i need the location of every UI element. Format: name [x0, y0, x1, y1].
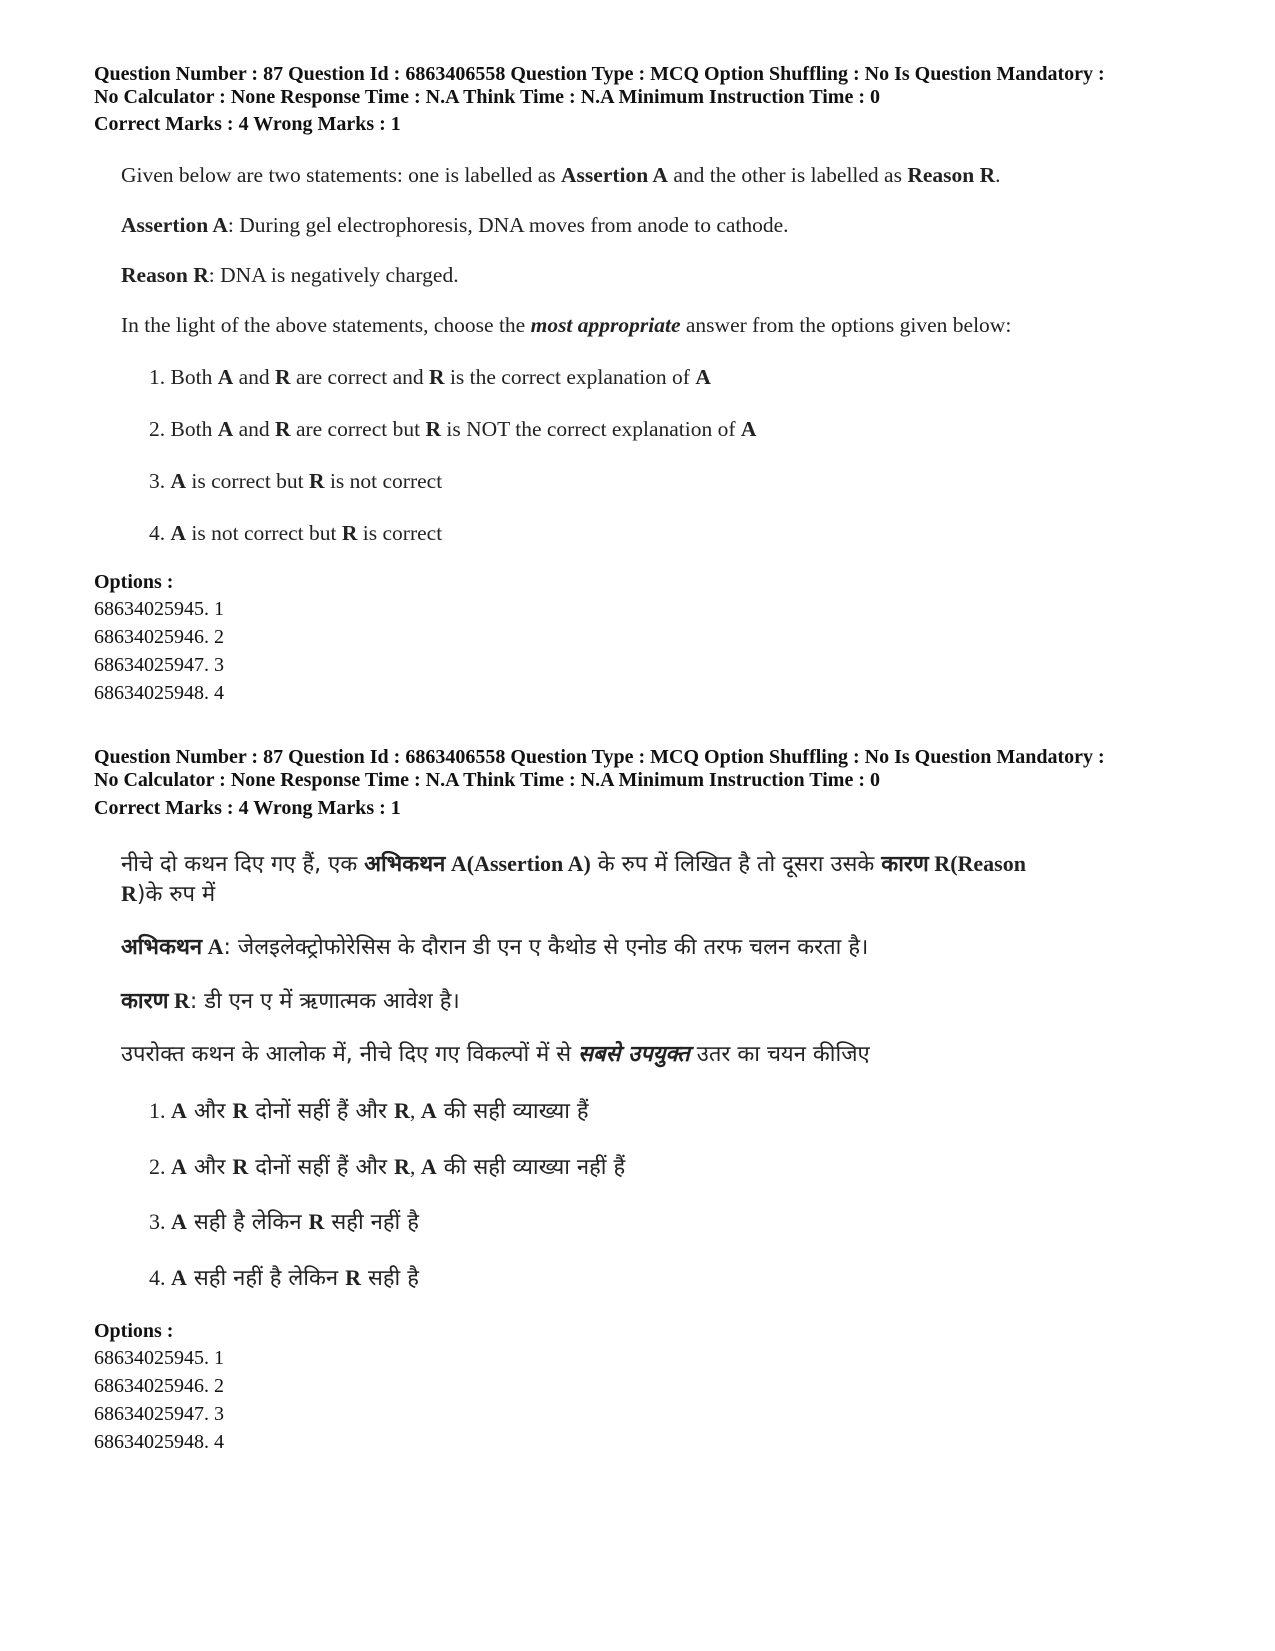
option-id-3-hi: 68634025947. 3	[94, 1403, 224, 1425]
choice-1-hi: 1. A और R दोनों सहीं हैं और R, A की सही व्याख्या हैं	[149, 1098, 589, 1124]
statement-intro: Given below are two statements: one is labelled as Assertion A and the other is labelled as Reason R.	[121, 163, 1001, 187]
instruction-prompt-hi: उपरोक्त कथन के आलोक में, नीचे दिए गए विकल्पों में से सबसे उपयुक्त उतर का चयन कीजिए	[121, 1042, 870, 1067]
choice-3: 3. A is correct but R is not correct	[149, 469, 443, 493]
statement-intro-hi: नीचे दो कथन दिए गए हैं, एक अभिकथन A(Assertion A) के रुप में लिखित है तो दूसरा उसके कारण R(Reason	[121, 851, 1026, 877]
options-label: Options :	[94, 571, 174, 593]
choice-2: 2. Both A and R are correct but R is NOT the correct explanation of A	[149, 417, 757, 441]
marks-line: Correct Marks : 4 Wrong Marks : 1	[94, 113, 401, 135]
options-label-hi: Options :	[94, 1320, 174, 1342]
marks-line-hi: Correct Marks : 4 Wrong Marks : 1	[94, 797, 401, 819]
option-id-3: 68634025947. 3	[94, 654, 224, 676]
choice-2-hi: 2. A और R दोनों सहीं हैं और R, A की सही व्याख्या नहीं हैं	[149, 1154, 626, 1180]
choice-3-hi: 3. A सही है लेकिन R सही नहीं है	[149, 1209, 419, 1235]
question-meta-line1: Question Number : 87 Question Id : 6863406558 Question Type : MCQ Option Shuffling : No Is Question Mandatory :	[94, 63, 1105, 85]
option-id-1-hi: 68634025945. 1	[94, 1347, 224, 1369]
assertion-statement: Assertion A: During gel electrophoresis, DNA moves from anode to cathode.	[121, 213, 789, 237]
option-id-2: 68634025946. 2	[94, 626, 224, 648]
option-id-4-hi: 68634025948. 4	[94, 1431, 224, 1453]
option-id-4: 68634025948. 4	[94, 682, 224, 704]
reason-statement: Reason R: DNA is negatively charged.	[121, 263, 459, 287]
assertion-statement-hi: अभिकथन A: जेलइलेक्ट्रोफोरेसिस के दौरान डी एन ए कैथोड से एनोड की तरफ चलन करता है।	[121, 934, 869, 960]
option-id-1: 68634025945. 1	[94, 598, 224, 620]
choice-4: 4. A is not correct but R is correct	[149, 521, 443, 545]
question-meta-line2: No Calculator : None Response Time : N.A Think Time : N.A Minimum Instruction Time : 0	[94, 86, 880, 108]
statement-intro-hi-line2: R)के रुप में	[121, 881, 216, 907]
instruction-prompt: In the light of the above statements, choose the most appropriate answer from the options given below:	[121, 313, 1012, 337]
question-meta-line1-hi: Question Number : 87 Question Id : 6863406558 Question Type : MCQ Option Shuffling : No Is Question Mandatory :	[94, 746, 1105, 768]
option-id-2-hi: 68634025946. 2	[94, 1375, 224, 1397]
choice-1: 1. Both A and R are correct and R is the correct explanation of A	[149, 365, 711, 389]
choice-4-hi: 4. A सही नहीं है लेकिन R सही है	[149, 1265, 419, 1291]
question-meta-line2-hi: No Calculator : None Response Time : N.A Think Time : N.A Minimum Instruction Time : 0	[94, 769, 880, 791]
reason-statement-hi: कारण R: डी एन ए में ऋणात्मक आवेश है।	[121, 988, 460, 1014]
